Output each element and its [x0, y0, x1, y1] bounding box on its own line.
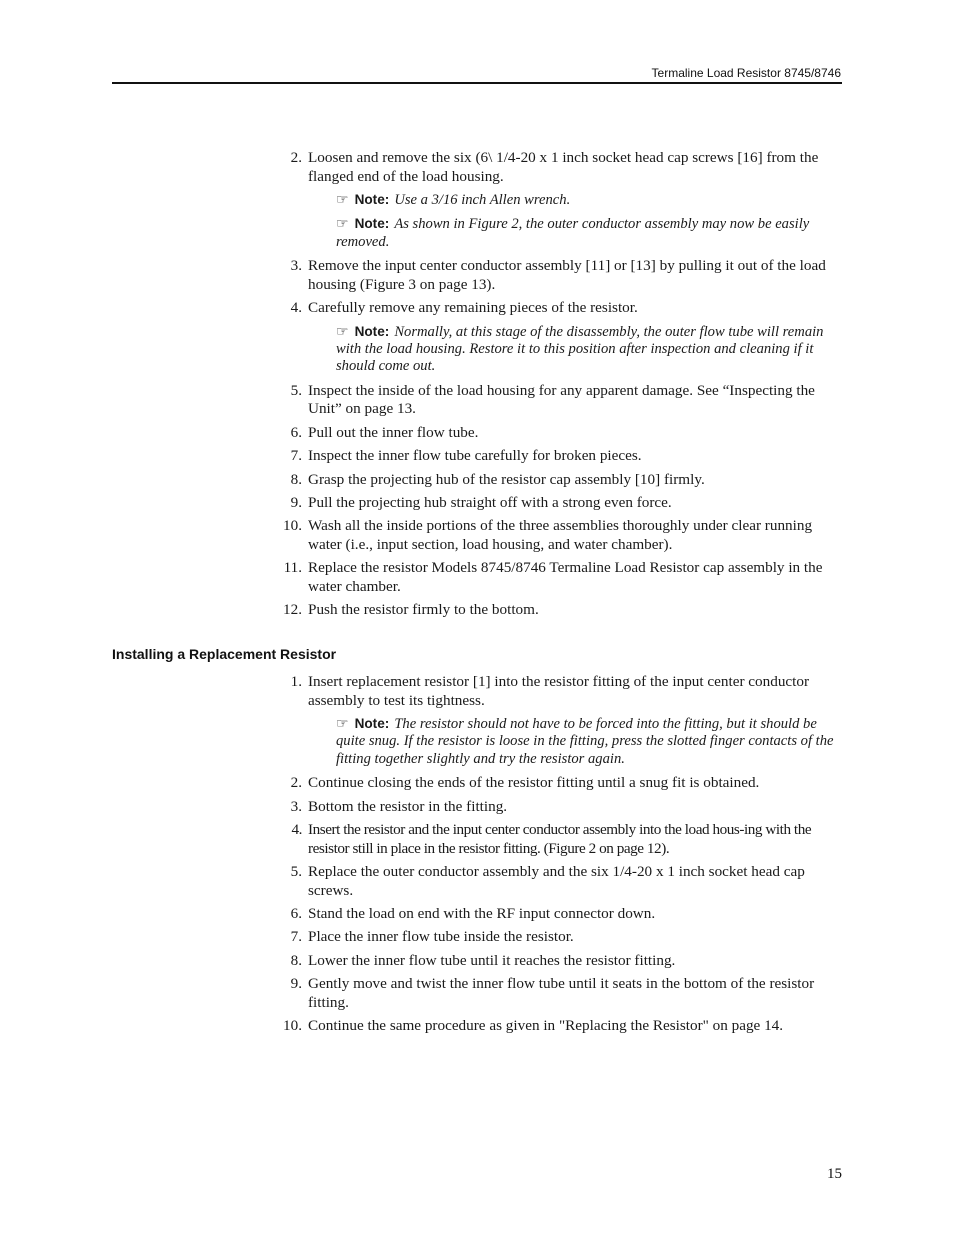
step-number: 6. [290, 423, 302, 441]
installation-steps [280, 673, 842, 1041]
list-item [280, 601, 842, 620]
note [336, 323, 842, 376]
note [336, 191, 842, 209]
step-text: Grasp the projecting hub of the resistor cap assembly [10] firmly. [308, 470, 705, 488]
step-number: 11. [283, 559, 302, 577]
list-item [280, 863, 842, 900]
list-item [280, 905, 842, 924]
step-number: 2. [290, 774, 302, 792]
step-text: Lower the inner flow tube until it reaches the resistor fitting. [308, 951, 676, 969]
step-text: Gently move and twist the inner flow tube until it seats in the bottom of the resistor fitting. [308, 975, 815, 1011]
list-item [280, 673, 842, 710]
list-item [280, 774, 842, 793]
step-text: Loosen and remove the six (6\ 1/4-20 x 1 inch socket head cap screws [16] from the flanged end of the load housing. [308, 149, 819, 185]
step-text: Remove the input center conductor assembly [11] or [13] by pulling it out of the load housing (Figure 3 on page 13). [308, 257, 826, 293]
header-rule [112, 82, 842, 84]
step-number: 5. [290, 381, 302, 399]
step-number: 3. [290, 257, 302, 275]
list-item [280, 975, 842, 1012]
list-item [280, 494, 842, 513]
section-heading: Installing a Replacement Resistor [112, 646, 337, 662]
list-item [280, 952, 842, 971]
list-item [280, 1017, 842, 1036]
step-text: Continue the same procedure as given in "Replacing the Resistor" on page 14. [308, 1017, 784, 1035]
list-item [280, 382, 842, 419]
step-number: 9. [290, 975, 302, 993]
step-text: Carefully remove any remaining pieces of the resistor. [308, 299, 638, 317]
pointing-hand-icon: ☞ [336, 715, 349, 732]
list-item [280, 299, 842, 318]
disassembly-steps [280, 149, 842, 625]
step-text: Place the inner flow tube inside the resistor. [308, 928, 574, 946]
step-number: 8. [290, 470, 302, 488]
note-text: The resistor should not have to be forced into the fitting, but it should be quite snug. If the resistor is loose in the fitting, press the slotted finger contacts of the fitting together slightly and try the resistor again. [336, 715, 834, 767]
note-label: Note: [354, 191, 390, 207]
step-text: Pull the projecting hub straight off with a strong even force. [308, 493, 672, 511]
step-text: Replace the outer conductor assembly and the six 1/4-20 x 1 inch socket head cap screws. [308, 862, 805, 899]
step-number: 7. [290, 928, 302, 946]
step-number: 3. [290, 797, 302, 815]
step-number: 10. [283, 517, 302, 535]
step-text: Push the resistor firmly to the bottom. [308, 601, 539, 619]
note-label: Note: [354, 715, 390, 731]
list-item [280, 424, 842, 443]
step-text: Insert the resistor and the input center conductor assembly into the load hous-ing with the resistor still in place in the resistor fitting. (Figure 2 on page 12). [308, 820, 812, 857]
note [336, 715, 842, 768]
list-item [280, 559, 842, 596]
step-text: Bottom the resistor in the fitting. [308, 797, 508, 815]
note [336, 215, 842, 251]
step-number: 9. [290, 493, 302, 511]
step-text: Pull out the inner flow tube. [308, 423, 479, 441]
note-text: Use a 3/16 inch Allen wrench. [394, 191, 571, 208]
note-label: Note: [354, 323, 390, 339]
list-item [280, 517, 842, 554]
list-item [280, 447, 842, 466]
step-number: 5. [290, 862, 302, 880]
list-item [280, 928, 842, 947]
note-label: Note: [354, 216, 390, 232]
step-number: 6. [290, 904, 302, 922]
step-number: 8. [290, 951, 302, 969]
running-header: Termaline Load Resistor 8745/8746 [651, 66, 841, 80]
step-text: Inspect the inside of the load housing for any apparent damage. See “Inspecting the Unit” on page 13. [308, 381, 815, 418]
step-text: Inspect the inner flow tube carefully for broken pieces. [308, 447, 642, 465]
pointing-hand-icon: ☞ [336, 191, 349, 208]
list-item [280, 798, 842, 817]
step-text: Stand the load on end with the RF input connector down. [308, 904, 656, 922]
step-text: Wash all the inside portions of the three assemblies thoroughly under clear running water (i.e., input section, load housing, and water chamber). [308, 517, 813, 553]
step-number: 4. [291, 820, 302, 838]
step-number: 10. [283, 1017, 302, 1035]
pointing-hand-icon: ☞ [336, 216, 349, 233]
list-item [280, 821, 842, 858]
step-text: Continue closing the ends of the resistor fitting until a snug fit is obtained. [308, 774, 760, 792]
list-item [280, 149, 842, 186]
step-text: Replace the resistor Models 8745/8746 Termaline Load Resistor cap assembly in the water chamber. [308, 559, 823, 595]
step-number: 7. [290, 447, 302, 465]
step-number: 2. [290, 149, 302, 166]
note-text: Normally, at this stage of the disassembly, the outer flow tube will remain with the load housing. Restore it to this position after inspection and cleaning if it should come out. [336, 323, 824, 375]
step-text: Insert replacement resistor [1] into the resistor fitting of the input center conductor assembly to test its tightness. [308, 673, 810, 709]
pointing-hand-icon: ☞ [336, 323, 349, 340]
list-item [280, 257, 842, 294]
list-item [280, 471, 842, 490]
note-text: As shown in Figure 2, the outer conductor assembly may now be easily removed. [336, 216, 810, 250]
step-number: 4. [290, 299, 302, 317]
step-number: 12. [283, 601, 302, 619]
page-number: 15 [827, 1166, 842, 1182]
step-number: 1. [290, 673, 302, 690]
